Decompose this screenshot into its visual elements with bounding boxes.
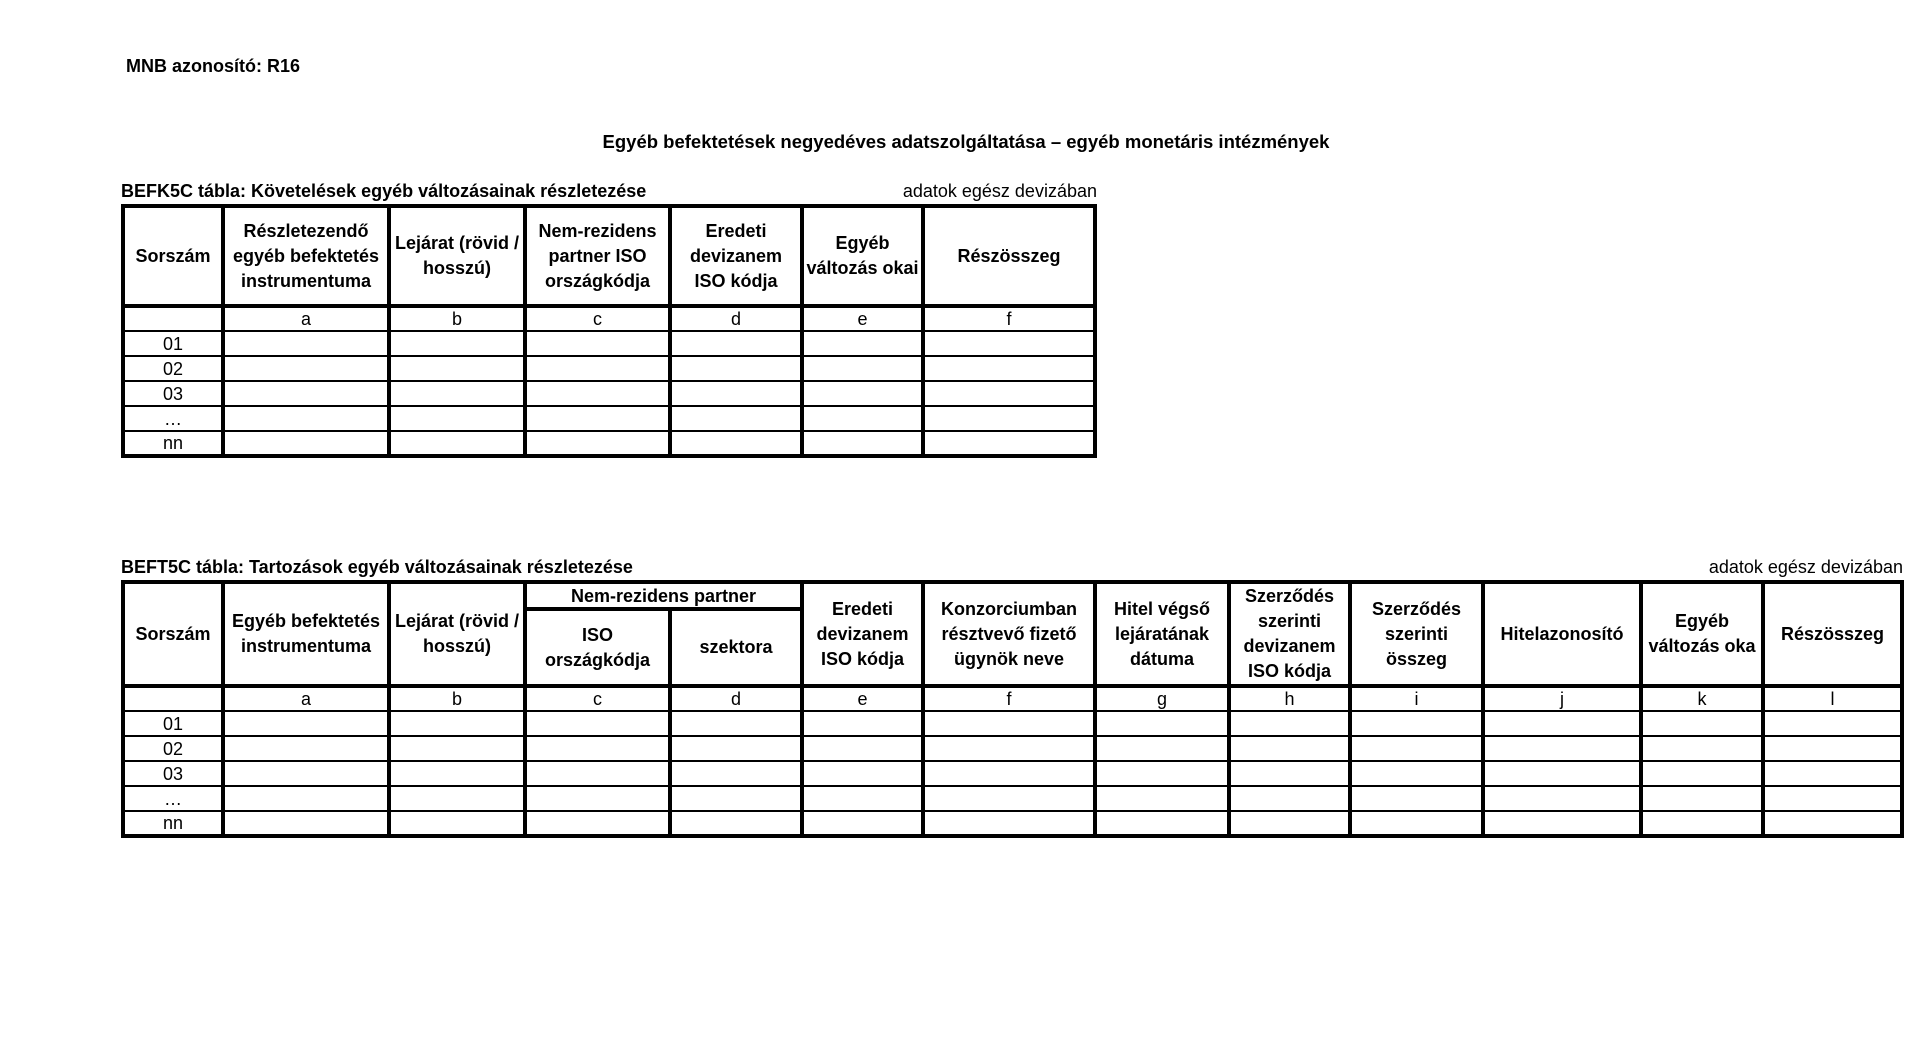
befk5c-cell[interactable]: [670, 356, 802, 381]
beft5c-row-03: [123, 761, 1902, 786]
befk5c-cell[interactable]: [389, 331, 525, 356]
befk5c-cell[interactable]: [802, 356, 923, 381]
befk5c-cell[interactable]: [525, 381, 670, 406]
beft5c-cell[interactable]: [1483, 811, 1641, 836]
beft5c-cell[interactable]: [1641, 711, 1763, 736]
beft5c-header-partner-group: Nem-rezidens partner: [525, 582, 802, 609]
beft5c-cell[interactable]: [525, 711, 670, 736]
beft5c-row-ellipsis: [123, 786, 1902, 811]
befk5c-row-number: …: [123, 406, 223, 431]
beft5c-cell[interactable]: [389, 786, 525, 811]
beft5c-cell[interactable]: [1350, 811, 1483, 836]
befk5c-cell[interactable]: [923, 331, 1095, 356]
beft5c-cell[interactable]: [1350, 736, 1483, 761]
beft5c-cell[interactable]: [1350, 711, 1483, 736]
beft5c-letter-g: g: [1095, 686, 1229, 711]
befk5c-cell[interactable]: [525, 356, 670, 381]
beft5c-header-sorszam: Sorszám: [123, 582, 223, 686]
befk5c-letter-a: a: [223, 306, 389, 331]
befk5c-cell[interactable]: [389, 381, 525, 406]
befk5c-cell[interactable]: [525, 431, 670, 456]
befk5c-cell[interactable]: [802, 381, 923, 406]
beft5c-row-number: 02: [123, 736, 223, 761]
befk5c-header-partner-iso: Nem-rezidens partner ISO országkódja: [525, 206, 670, 306]
befk5c-header-sorszam: Sorszám: [123, 206, 223, 306]
beft5c-row-number: …: [123, 786, 223, 811]
befk5c-cell[interactable]: [389, 356, 525, 381]
beft5c-cell[interactable]: [802, 736, 923, 761]
beft5c-cell[interactable]: [1641, 761, 1763, 786]
beft5c-cell[interactable]: [923, 736, 1095, 761]
befk5c-cell[interactable]: [223, 381, 389, 406]
beft5c-cell[interactable]: [1229, 711, 1350, 736]
beft5c-header-contract-amount: Szerződés szerinti összeg: [1350, 582, 1483, 686]
befk5c-row-number: nn: [123, 431, 223, 456]
beft5c-header-instrument: Egyéb befektetés instrumentuma: [223, 582, 389, 686]
beft5c-cell[interactable]: [223, 786, 389, 811]
befk5c-row-number: 02: [123, 356, 223, 381]
befk5c-header-instrument: Részletezendő egyéb befektetés instrumentuma: [223, 206, 389, 306]
beft5c-cell[interactable]: [525, 761, 670, 786]
beft5c-cell[interactable]: [1763, 736, 1902, 761]
befk5c-table: [121, 204, 1097, 458]
befk5c-cell[interactable]: [923, 356, 1095, 381]
beft5c-caption: BEFT5C tábla: Tartozások egyéb változásainak részletezése: [121, 557, 633, 577]
beft5c-table: [121, 580, 1904, 838]
beft5c-cell[interactable]: [923, 786, 1095, 811]
beft5c-cell[interactable]: [525, 736, 670, 761]
befk5c-cell[interactable]: [802, 406, 923, 431]
beft5c-cell[interactable]: [1763, 811, 1902, 836]
befk5c-row-ellipsis: [123, 406, 1095, 431]
beft5c-cell[interactable]: [223, 811, 389, 836]
befk5c-cell[interactable]: [923, 406, 1095, 431]
befk5c-row-number: 03: [123, 381, 223, 406]
beft5c-header-maturity: Lejárat (rövid / hosszú): [389, 582, 525, 686]
befk5c-row-02: [123, 356, 1095, 381]
beft5c-header-change-reason: Egyéb változás oka: [1641, 582, 1763, 686]
beft5c-cell[interactable]: [670, 786, 802, 811]
beft5c-letter-l: l: [1763, 686, 1902, 711]
beft5c-letter-c: c: [525, 686, 670, 711]
beft5c-cell[interactable]: [1229, 736, 1350, 761]
beft5c-row-02: [123, 736, 1902, 761]
befk5c-row-nn: [123, 431, 1095, 456]
befk5c-header-change-reason: Egyéb változás okai: [802, 206, 923, 306]
befk5c-cell[interactable]: [389, 406, 525, 431]
befk5c-cell[interactable]: [525, 406, 670, 431]
beft5c-cell[interactable]: [1350, 761, 1483, 786]
beft5c-cell[interactable]: [1095, 786, 1229, 811]
beft5c-cell[interactable]: [670, 711, 802, 736]
beft5c-cell[interactable]: [1483, 711, 1641, 736]
beft5c-cell[interactable]: [670, 761, 802, 786]
befk5c-header-maturity: Lejárat (rövid / hosszú): [389, 206, 525, 306]
beft5c-letter-d: d: [670, 686, 802, 711]
befk5c-header-currency: Eredeti devizanem ISO kódja: [670, 206, 802, 306]
befk5c-cell[interactable]: [802, 331, 923, 356]
beft5c-cell[interactable]: [1641, 811, 1763, 836]
beft5c-cell[interactable]: [802, 811, 923, 836]
befk5c-letter-f: f: [923, 306, 1095, 331]
beft5c-cell[interactable]: [923, 711, 1095, 736]
beft5c-cell[interactable]: [389, 711, 525, 736]
beft5c-cell[interactable]: [1229, 786, 1350, 811]
beft5c-row-nn: [123, 811, 1902, 836]
beft5c-cell[interactable]: [1095, 711, 1229, 736]
befk5c-row-01: [123, 331, 1095, 356]
beft5c-cell[interactable]: [389, 761, 525, 786]
befk5c-letter-c: c: [525, 306, 670, 331]
befk5c-cell[interactable]: [670, 381, 802, 406]
beft5c-row-number: 03: [123, 761, 223, 786]
beft5c-cell[interactable]: [923, 761, 1095, 786]
beft5c-letter-e: e: [802, 686, 923, 711]
befk5c-letter-e: e: [802, 306, 923, 331]
beft5c-cell[interactable]: [1641, 736, 1763, 761]
befk5c-cell[interactable]: [223, 406, 389, 431]
beft5c-cell[interactable]: [223, 761, 389, 786]
beft5c-header-contract-currency: Szerződés szerinti devizanem ISO kódja: [1229, 582, 1350, 686]
beft5c-cell[interactable]: [1763, 761, 1902, 786]
befk5c-row-number: 01: [123, 331, 223, 356]
befk5c-letter-row: [123, 306, 1095, 331]
befk5c-header-subtotal: Részösszeg: [923, 206, 1095, 306]
beft5c-cell[interactable]: [1095, 736, 1229, 761]
beft5c-cell[interactable]: [1641, 786, 1763, 811]
beft5c-cell[interactable]: [802, 786, 923, 811]
beft5c-cell[interactable]: [389, 736, 525, 761]
beft5c-cell[interactable]: [525, 811, 670, 836]
beft5c-cell[interactable]: [1483, 736, 1641, 761]
beft5c-unit-note: adatok egész devizában: [1708, 557, 1903, 577]
befk5c-cell[interactable]: [223, 431, 389, 456]
beft5c-row-number: nn: [123, 811, 223, 836]
beft5c-table-section: [121, 556, 1904, 838]
beft5c-caption-row: [121, 556, 1903, 580]
beft5c-header-syndicate-agent: Konzorciumban résztvevő fizető ügynök neve: [923, 582, 1095, 686]
befk5c-row-03: [123, 381, 1095, 406]
befk5c-letter-b: b: [389, 306, 525, 331]
beft5c-cell[interactable]: [802, 761, 923, 786]
beft5c-cell[interactable]: [923, 811, 1095, 836]
beft5c-cell[interactable]: [1763, 786, 1902, 811]
befk5c-cell[interactable]: [923, 431, 1095, 456]
befk5c-cell[interactable]: [923, 381, 1095, 406]
beft5c-cell[interactable]: [223, 736, 389, 761]
befk5c-table-section: [121, 180, 1097, 458]
beft5c-letter-f: f: [923, 686, 1095, 711]
befk5c-cell[interactable]: [670, 406, 802, 431]
beft5c-letter-b: b: [389, 686, 525, 711]
befk5c-cell[interactable]: [802, 431, 923, 456]
beft5c-cell[interactable]: [1095, 811, 1229, 836]
befk5c-cell[interactable]: [389, 431, 525, 456]
beft5c-cell[interactable]: [1229, 761, 1350, 786]
beft5c-cell[interactable]: [223, 711, 389, 736]
beft5c-letter-blank: [123, 686, 223, 711]
befk5c-cell[interactable]: [525, 331, 670, 356]
befk5c-cell[interactable]: [223, 356, 389, 381]
befk5c-letter-d: d: [670, 306, 802, 331]
beft5c-cell[interactable]: [1483, 786, 1641, 811]
befk5c-caption: BEFK5C tábla: Követelések egyéb változásainak részletezése: [121, 181, 647, 201]
mnb-identifier: MNB azonosító: R16: [126, 56, 301, 76]
beft5c-letter-a: a: [223, 686, 389, 711]
befk5c-letter-blank: [123, 306, 223, 331]
beft5c-cell[interactable]: [1350, 786, 1483, 811]
beft5c-letter-row: [123, 686, 1902, 711]
beft5c-letter-h: h: [1229, 686, 1350, 711]
beft5c-cell[interactable]: [389, 811, 525, 836]
befk5c-cell[interactable]: [670, 331, 802, 356]
beft5c-letter-j: j: [1483, 686, 1641, 711]
beft5c-cell[interactable]: [1763, 711, 1902, 736]
befk5c-cell[interactable]: [670, 431, 802, 456]
beft5c-header-partner-sector: szektora: [670, 609, 802, 686]
beft5c-cell[interactable]: [670, 736, 802, 761]
befk5c-unit-note: adatok egész devizában: [902, 181, 1097, 201]
beft5c-header-currency: Eredeti devizanem ISO kódja: [802, 582, 923, 686]
document-title: Egyéb befektetések negyedéves adatszolgáltatása – egyéb monetáris intézmények: [602, 131, 1330, 152]
beft5c-letter-k: k: [1641, 686, 1763, 711]
beft5c-letter-i: i: [1350, 686, 1483, 711]
befk5c-cell[interactable]: [223, 331, 389, 356]
beft5c-cell[interactable]: [670, 811, 802, 836]
befk5c-caption-row: [121, 180, 1097, 204]
beft5c-row-01: [123, 711, 1902, 736]
beft5c-header-loan-id: Hitelazonosító: [1483, 582, 1641, 686]
beft5c-cell[interactable]: [802, 711, 923, 736]
beft5c-cell[interactable]: [1229, 811, 1350, 836]
beft5c-cell[interactable]: [525, 786, 670, 811]
beft5c-header-partner-iso: ISO országkódja: [525, 609, 670, 686]
beft5c-cell[interactable]: [1095, 761, 1229, 786]
beft5c-row-number: 01: [123, 711, 223, 736]
beft5c-header-final-maturity: Hitel végső lejáratának dátuma: [1095, 582, 1229, 686]
beft5c-header-subtotal: Részösszeg: [1763, 582, 1902, 686]
beft5c-cell[interactable]: [1483, 761, 1641, 786]
